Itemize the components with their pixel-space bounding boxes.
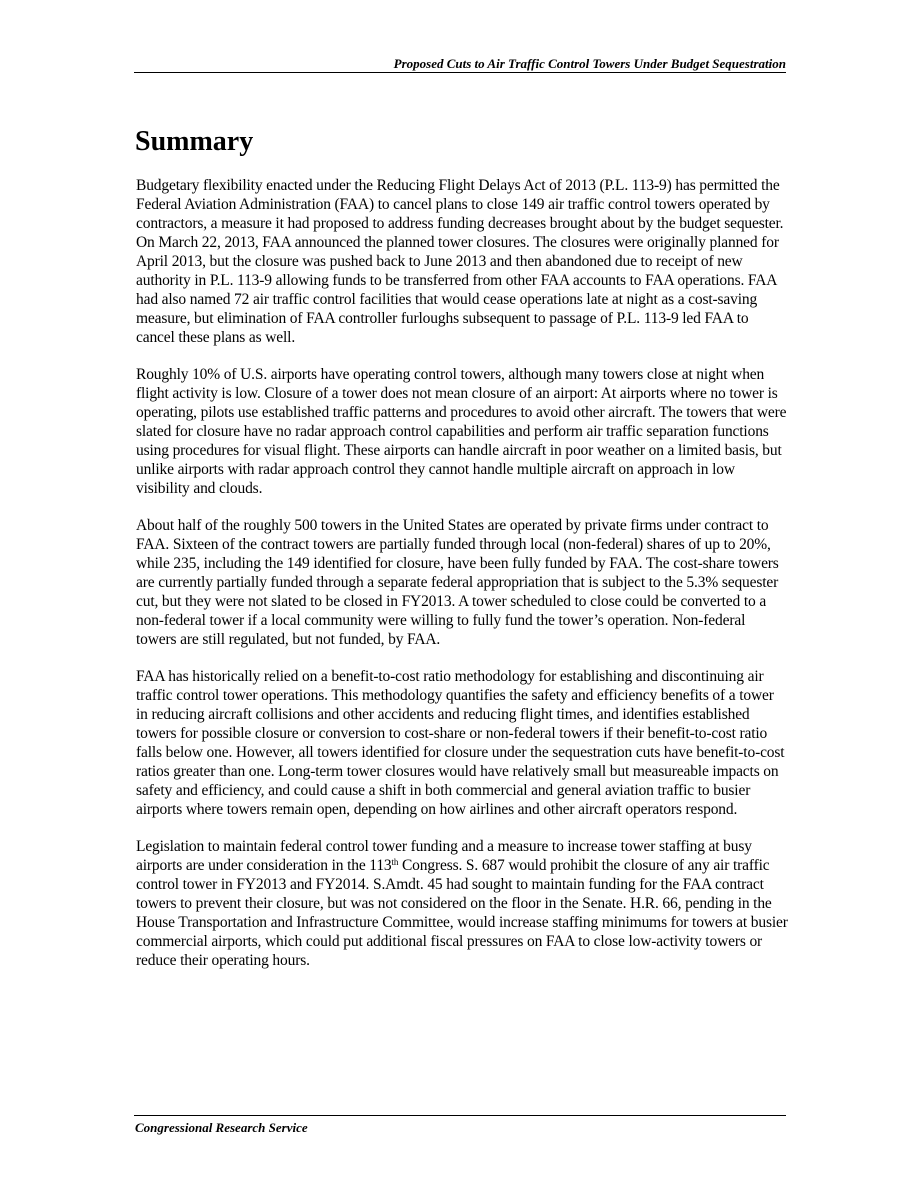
section-title: Summary (135, 126, 254, 157)
paragraph-benefit-cost: FAA has historically relied on a benefit-to-cost ratio methodology for establishing and discontinuing air traffic control tower operations. This methodology quantifies the safety and efficiency benefits of a tower in reducing aircraft collisions and other accidents and reducing flight times, and identifies established towers for possible closure or conversion to cost-share or non-federal towers if their benefit-to-cost ratio falls below one. However, all towers identified for closure under the sequestration cuts have benefit-to-cost ratios greater than one. Long-term tower closures would have relatively small but measureable impacts on safety and efficiency, and could cause a shift in both commercial and general aviation traffic to busier airports where towers remain open, depending on how airlines and other aircraft operators respond. (136, 668, 785, 818)
running-header: Proposed Cuts to Air Traffic Control Towers Under Budget Sequestration (393, 56, 786, 71)
paragraph-airport-towers: Roughly 10% of U.S. airports have operating control towers, although many towers close at night when flight activity is low. Closure of a tower does not mean closure of an airport: At airports where no tower is operating, pilots use established traffic patterns and procedures to avoid other aircraft. The towers that were slated for closure have no radar approach control capabilities and perform air traffic separation functions using procedures for visual flight. These airports can handle aircraft in poor weather on a limited basis, but unlike airports with radar approach control they cannot handle multiple aircraft on approach in low visibility and clouds. (136, 366, 787, 497)
summary-body (136, 176, 788, 988)
ordinal-superscript: th (391, 857, 399, 867)
running-footer: Congressional Research Service (135, 1120, 308, 1135)
paragraph-legislation (136, 837, 788, 970)
paragraph-contract-towers: About half of the roughly 500 towers in the United States are operated by private firms under contract to FAA. Sixteen of the contract towers are partially funded through local (non-federal) shares of up to 20%, while 235, including the 149 identified for closure, have been fully funded by FAA. The cost-share towers are currently partially funded through a separate federal appropriation that is subject to the 5.3% sequester cut, but they were not slated to be closed in FY2013. A tower scheduled to close could be converted to a non-federal tower if a local community were willing to fully fund the tower’s operation. Non-federal towers are still regulated, but not funded, by FAA. (136, 517, 779, 648)
footer-divider (134, 1115, 786, 1116)
header-divider (134, 72, 786, 73)
legislation-text-end: Congress. S. 687 would prohibit the closure of any air traffic control tower in FY2013 and FY2014. S.Amdt. 45 had sought to maintain funding for the FAA contract towers to prevent their closure, but was not considered on the floor in the Senate. H.R. 66, pending in the House Transportation and Infrastructure Committee, would increase staffing minimums for towers at busier commercial airports, which could put additional fiscal pressures on FAA to close low-activity towers or reduce their operating hours. (136, 857, 788, 969)
paragraph-flexibility: Budgetary flexibility enacted under the Reducing Flight Delays Act of 2013 (P.L. 113-9) has permitted the Federal Aviation Administration (FAA) to cancel plans to close 149 air traffic control towers operated by contractors, a measure it had proposed to address funding decreases brought about by the budget sequester. On March 22, 2013, FAA announced the planned tower closures. The closures were originally planned for April 2013, but the closure was pushed back to June 2013 and then abandoned due to receipt of new authority in P.L. 113-9 allowing funds to be transferred from other FAA accounts to FAA operations. FAA had also named 72 air traffic control facilities that would cease operations late at night as a cost-saving measure, but elimination of FAA controller furloughs subsequent to passage of P.L. 113-9 led FAA to cancel these plans as well. (136, 177, 784, 346)
legislation-text-start: Legislation to maintain federal control tower funding and a measure to increase tower staffing at busy airports are under consideration in the 113 (136, 838, 752, 874)
